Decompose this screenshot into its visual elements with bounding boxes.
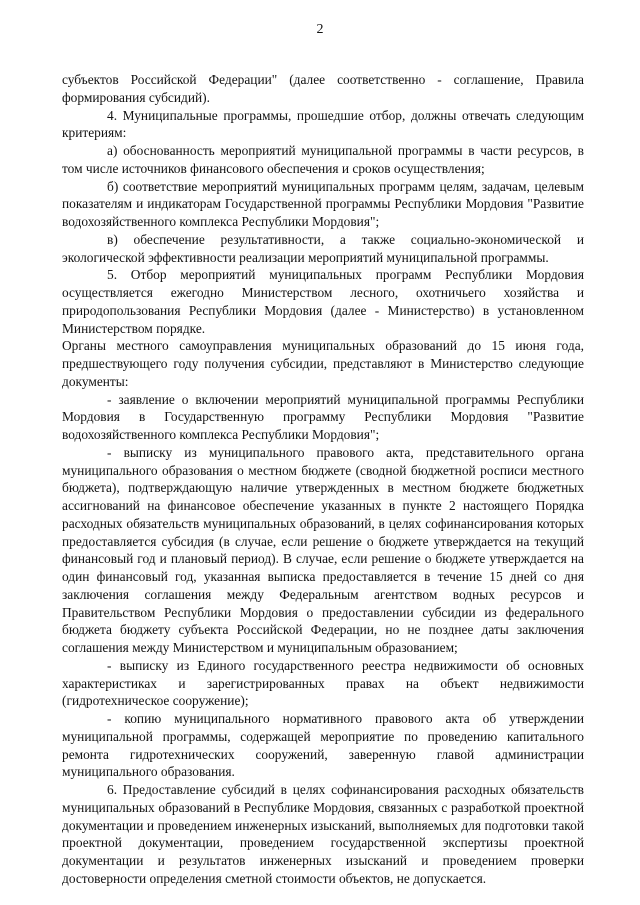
paragraph-criterion-c: в) обеспечение результативности, а также социально-экономической и экологической эффективности реализации мероприятий муниципальной программы.: [62, 231, 584, 265]
paragraph-doc-application: - заявление о включении мероприятий муниципальной программы Республики Мордовия в Государственную программу Республики Мордовия "Развитие водохозяйственного комплекса Республики Мордовия";: [62, 391, 584, 442]
document-body: [62, 71, 584, 888]
paragraph-item-5: 5. Отбор мероприятий муниципальных программ Республики Мордовия осуществляется ежегодно Министерством лесного, охотничьего хозяйства и природопользования Республики Мордовия (далее - Министерство) в установленном Министерством порядке.: [62, 267, 584, 336]
paragraph-criterion-b: б) соответствие мероприятий муниципальных программ целям, задачам, целевым показателям и индикаторам Государственной программы Республики Мордовия "Развитие водохозяйственного комплекса Республики Мордовия";: [62, 178, 584, 229]
page-number: 2: [316, 22, 324, 37]
paragraph-doc-program-copy: - копию муниципального нормативного правового акта об утверждении муниципальной программы, содержащей мероприятие по проведению капитального ремонта гидротехнических сооружений, заверенную главой администрации муниципального образования.: [62, 711, 584, 780]
paragraph-continuation: субъектов Российской Федерации" (далее соответственно - соглашение, Правила формирования субсидий).: [62, 72, 584, 105]
paragraph-item-6: 6. Предоставление субсидий в целях софинансирования расходных обязательств муниципальных образований в Республике Мордовия, связанных с разработкой проектной документации и проведением инженерных изысканий, выполняемых для подготовки такой проектной документации, проведением государственной экспертизы проектной документации и результатов инженерных изысканий и проведением проверки достоверности определения сметной стоимости объектов, не допускается.: [62, 782, 584, 886]
paragraph-item-4: 4. Муниципальные программы, прошедшие отбор, должны отвечать следующим критериям:: [62, 107, 584, 141]
paragraph-doc-registry-extract: - выписку из Единого государственного реестра недвижимости об основных характеристиках и зарегистрированных правах на объект недвижимости (гидротехническое сооружение);: [62, 657, 584, 709]
paragraph-criterion-a: а) обоснованность мероприятий муниципальной программы в части ресурсов, в том числе источников финансового обеспечения и сроков осуществления;: [62, 143, 584, 176]
paragraph-doc-budget-extract: - выписку из муниципального правового акта, представительного органа муниципального образования о местном бюджете (сводной бюджетной росписи местного бюджета), подтверждающую наличие утвержденных в местном бюджете бюджетных ассигнований на финансовое обеспечение указанных в пункте 2 настоящего Порядка расходных обязательств муниципальных образований, в целях софинансирования которых предоставляется субсидия (в случае, если решение о бюджете утверждается на текущий финансовый год и плановый период). В случае, если решение о бюджете утверждается на один финансовый год, указанная выписка предоставляется в течение 15 дней со дня заключения соглашения между Федеральным агентством водных ресурсов и Правительством Республики Мордовия о предоставлении субсидии из федерального бюджета бюджету субъекта Российской Федерации, но не позднее даты заключения соглашения между Министерством и муниципальным образованием;: [62, 444, 584, 655]
paragraph-local-authorities: Органы местного самоуправления муниципальных образований до 15 июня года, предшествующего году получения субсидии, представляют в Министерство следующие документы:: [62, 338, 584, 389]
